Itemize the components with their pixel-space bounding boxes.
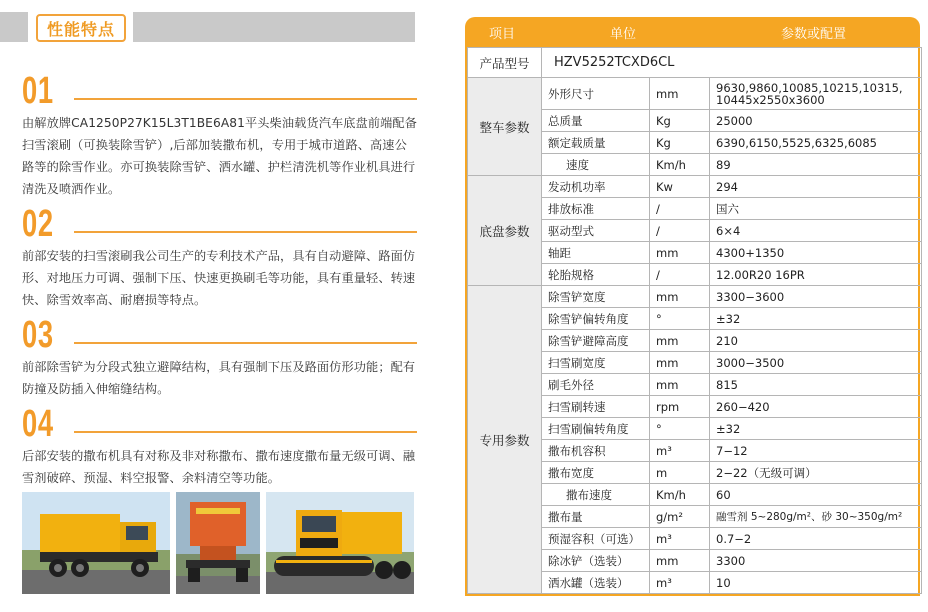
header-item: 项目 xyxy=(488,26,515,42)
category-cell: 专用参数 xyxy=(468,286,542,594)
table-row: 洒水罐（选装） m³ 10 xyxy=(468,572,922,594)
table-row: 整车参数 外形尺寸 mm 9630,9860,10085,10215,10315, 10445x2550x3600 xyxy=(468,78,922,110)
category-cell: 底盘参数 xyxy=(468,176,542,286)
model-label: 产品型号 xyxy=(468,48,542,78)
table-row: 扫雪刷宽度 mm 3000−3500 xyxy=(468,352,922,374)
truck-front-photo xyxy=(266,492,414,594)
table-row: 除雪铲偏转角度 ° ±32 xyxy=(468,308,922,330)
table-row: 撒布宽度 m 2−22（无级可调） xyxy=(468,462,922,484)
table-row: 扫雪刷偏转角度 ° ±32 xyxy=(468,418,922,440)
table-header xyxy=(465,17,920,47)
spreader-rear-photo xyxy=(176,492,260,594)
table-row: 总质量 Kg 25000 xyxy=(468,110,922,132)
feature-section-3 xyxy=(22,316,417,400)
table-row: 扫雪刷转速 rpm 260−420 xyxy=(468,396,922,418)
table-row: 底盘参数 发动机功率 Kw 294 xyxy=(468,176,922,198)
header-bar-left xyxy=(0,12,28,42)
table-row: 专用参数 除雪铲宽度 mm 3300−3600 xyxy=(468,286,922,308)
section-title: 性能特点 xyxy=(36,14,126,42)
divider xyxy=(74,98,417,100)
features-panel xyxy=(0,0,430,612)
feature-number: 02 xyxy=(22,203,54,245)
table-row: 除雪铲避障高度 mm 210 xyxy=(468,330,922,352)
table-row: 轴距 mm 4300+1350 xyxy=(468,242,922,264)
feature-text: 由解放牌CA1250P27K15L3T1BE6A81平头柴油载货汽车底盘前端配备扫雪滚刷（可换装除雪铲）,后部加装撒布机，专用于城市道路、高速公路等的除雪作业。亦可换装除雪铲、洒水罐、护栏清洗机等作业机具进行清洗及喷洒作业。 xyxy=(22,116,417,196)
feature-section-2 xyxy=(22,205,417,311)
feature-number: 01 xyxy=(22,70,54,112)
category-cell: 整车参数 xyxy=(468,78,542,176)
table-row xyxy=(468,48,922,78)
table-row: 额定载质量 Kg 6390,6150,5525,6325,6085 xyxy=(468,132,922,154)
feature-number: 03 xyxy=(22,314,54,356)
table-row: 撒布量 g/m² 融雪剂 5~280g/m²、砂 30~350g/m² xyxy=(468,506,922,528)
table-row: 撒布速度 Km/h 60 xyxy=(468,484,922,506)
header-unit: 单位 xyxy=(609,26,636,42)
table-row: 预湿容积（可选） m³ 0.7−2 xyxy=(468,528,922,550)
model-value: HZV5252TCXD6CL xyxy=(542,48,922,78)
table-row: 排放标准 / 国六 xyxy=(468,198,922,220)
divider xyxy=(74,342,417,344)
divider xyxy=(74,231,417,233)
header-value: 参数或配置 xyxy=(780,26,846,42)
table-row: 撒布机容积 m³ 7−12 xyxy=(468,440,922,462)
feature-text: 前部除雪铲为分段式独立避障结构，具有强制下压及路面仿形功能；配有防撞及防插入伸缩缝结构。 xyxy=(22,360,416,396)
table-row: 刷毛外径 mm 815 xyxy=(468,374,922,396)
truck-photos xyxy=(22,492,414,594)
divider xyxy=(74,431,417,433)
table-row: 除冰铲（选装） mm 3300 xyxy=(468,550,922,572)
header-bar-right xyxy=(133,12,415,42)
feature-section-1 xyxy=(22,72,417,200)
spec-grid xyxy=(467,47,922,594)
table-row: 驱动型式 / 6×4 xyxy=(468,220,922,242)
spec-table xyxy=(465,17,920,596)
feature-text: 前部安装的扫雪滚刷我公司生产的专利技术产品，具有自动避障、路面仿形、对地压力可调、强制下压、快速更换刷毛等功能，具有重量轻、转速快、除雪效率高、耐磨损等特点。 xyxy=(22,249,416,307)
table-row: 轮胎规格 / 12.00R20 16PR xyxy=(468,264,922,286)
table-row: 速度 Km/h 89 xyxy=(468,154,922,176)
feature-number: 04 xyxy=(22,403,54,445)
truck-side-photo xyxy=(22,492,170,594)
feature-section-4 xyxy=(22,405,417,489)
feature-text: 后部安装的撒布机具有对称及非对称撒布、撒布速度撒布量无级可调、融雪剂破碎、预湿、料空报警、余料清空等功能。 xyxy=(22,449,416,485)
